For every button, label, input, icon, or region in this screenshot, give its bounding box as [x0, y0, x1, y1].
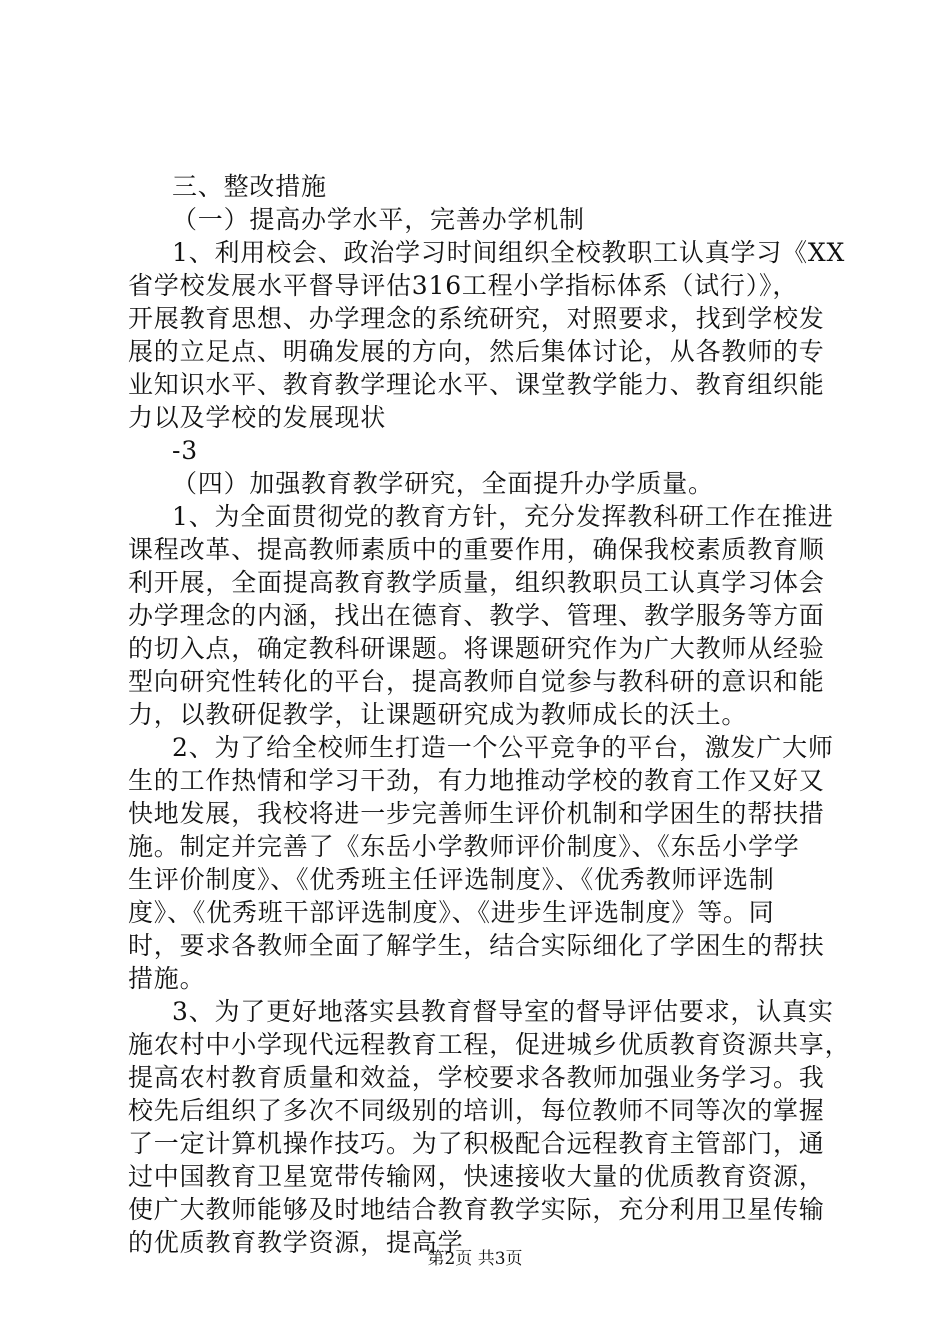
paragraph-line: 生的工作热情和学习干劲，有力地推动学校的教育工作又好又: [128, 766, 825, 795]
paragraph-line: 措施。: [128, 964, 206, 993]
paragraph-line: 的优质教育教学资源，提高学: [128, 1228, 464, 1257]
paragraph-line: 课程改革、提高教师素质中的重要作用，确保我校素质教育顺: [128, 535, 825, 564]
paragraph-line: 校先后组织了多次不同级别的培训，每位教师不同等次的掌握: [128, 1096, 825, 1125]
page-marker: -3: [172, 436, 198, 465]
paragraph-line: 型向研究性转化的平台，提高教师自觉参与教科研的意识和能: [128, 667, 825, 696]
paragraph-line: 生评价制度》、《优秀班主任评选制度》、《优秀教师评选制: [128, 865, 775, 894]
paragraph-line: 的切入点，确定教科研课题。将课题研究作为广大教师从经验: [128, 634, 825, 663]
paragraph-line: 提高农村教育质量和效益，学校要求各教师加强业务学习。我: [128, 1063, 825, 1092]
paragraph-line: 利开展，全面提高教育教学质量，组织教职员工认真学习体会: [128, 568, 825, 597]
paragraph-line: 办学理念的内涵，找出在德育、教学、管理、教学服务等方面: [128, 601, 825, 630]
subsection-heading: （四）加强教育教学研究，全面提升办学质量。: [172, 469, 714, 498]
paragraph-line: 力以及学校的发展现状: [128, 403, 387, 432]
paragraph-line: 快地发展，我校将进一步完善师生评价机制和学困生的帮扶措: [128, 799, 825, 828]
paragraph-line: 1、利用校会、政治学习时间组织全校教职工认真学习《XX: [172, 238, 846, 267]
paragraph-line: 施。制定并完善了《东岳小学教师评价制度》、《东岳小学学: [128, 832, 800, 861]
paragraph-line: 过中国教育卫星宽带传输网，快速接收大量的优质教育资源，: [128, 1162, 825, 1191]
paragraph-line: 开展教育思想、办学理念的系统研究，对照要求，找到学校发: [128, 304, 825, 333]
paragraph-line: 省学校发展水平督导评估316工程小学指标体系（试行）》，: [128, 271, 799, 300]
paragraph-line: 力，以教研促教学，让课题研究成为教师成长的沃土。: [128, 700, 748, 729]
paragraph-line: 1、为全面贯彻党的教育方针，充分发挥教科研工作在推进: [172, 502, 834, 531]
paragraph-line: 施农村中小学现代远程教育工程，促进城乡优质教育资源共享，: [128, 1030, 851, 1059]
subsection-heading: （一）提高办学水平，完善办学机制: [172, 205, 585, 234]
document-body: [128, 170, 851, 1259]
section-heading: 三、整改措施: [172, 172, 327, 201]
paragraph-line: 了一定计算机操作技巧。为了积极配合远程教育主管部门，通: [128, 1129, 825, 1158]
paragraph-line: 展的立足点、明确发展的方向，然后集体讨论，从各教师的专: [128, 337, 825, 366]
paragraph-line: 2、为了给全校师生打造一个公平竞争的平台，激发广大师: [172, 733, 834, 762]
paragraph-line: 使广大教师能够及时地结合教育教学实际，充分利用卫星传输: [128, 1195, 825, 1224]
paragraph-line: 3、为了更好地落实县教育督导室的督导评估要求，认真实: [172, 997, 834, 1026]
paragraph-line: 度》、《优秀班干部评选制度》、《进步生评选制度》等。同: [128, 898, 775, 927]
paragraph-line: 业知识水平、教育教学理论水平、课堂教学能力、教育组织能: [128, 370, 825, 399]
page-number-footer: 第2页 共3页: [427, 1249, 523, 1269]
paragraph-line: 时，要求各教师全面了解学生，结合实际细化了学困生的帮扶: [128, 931, 825, 960]
